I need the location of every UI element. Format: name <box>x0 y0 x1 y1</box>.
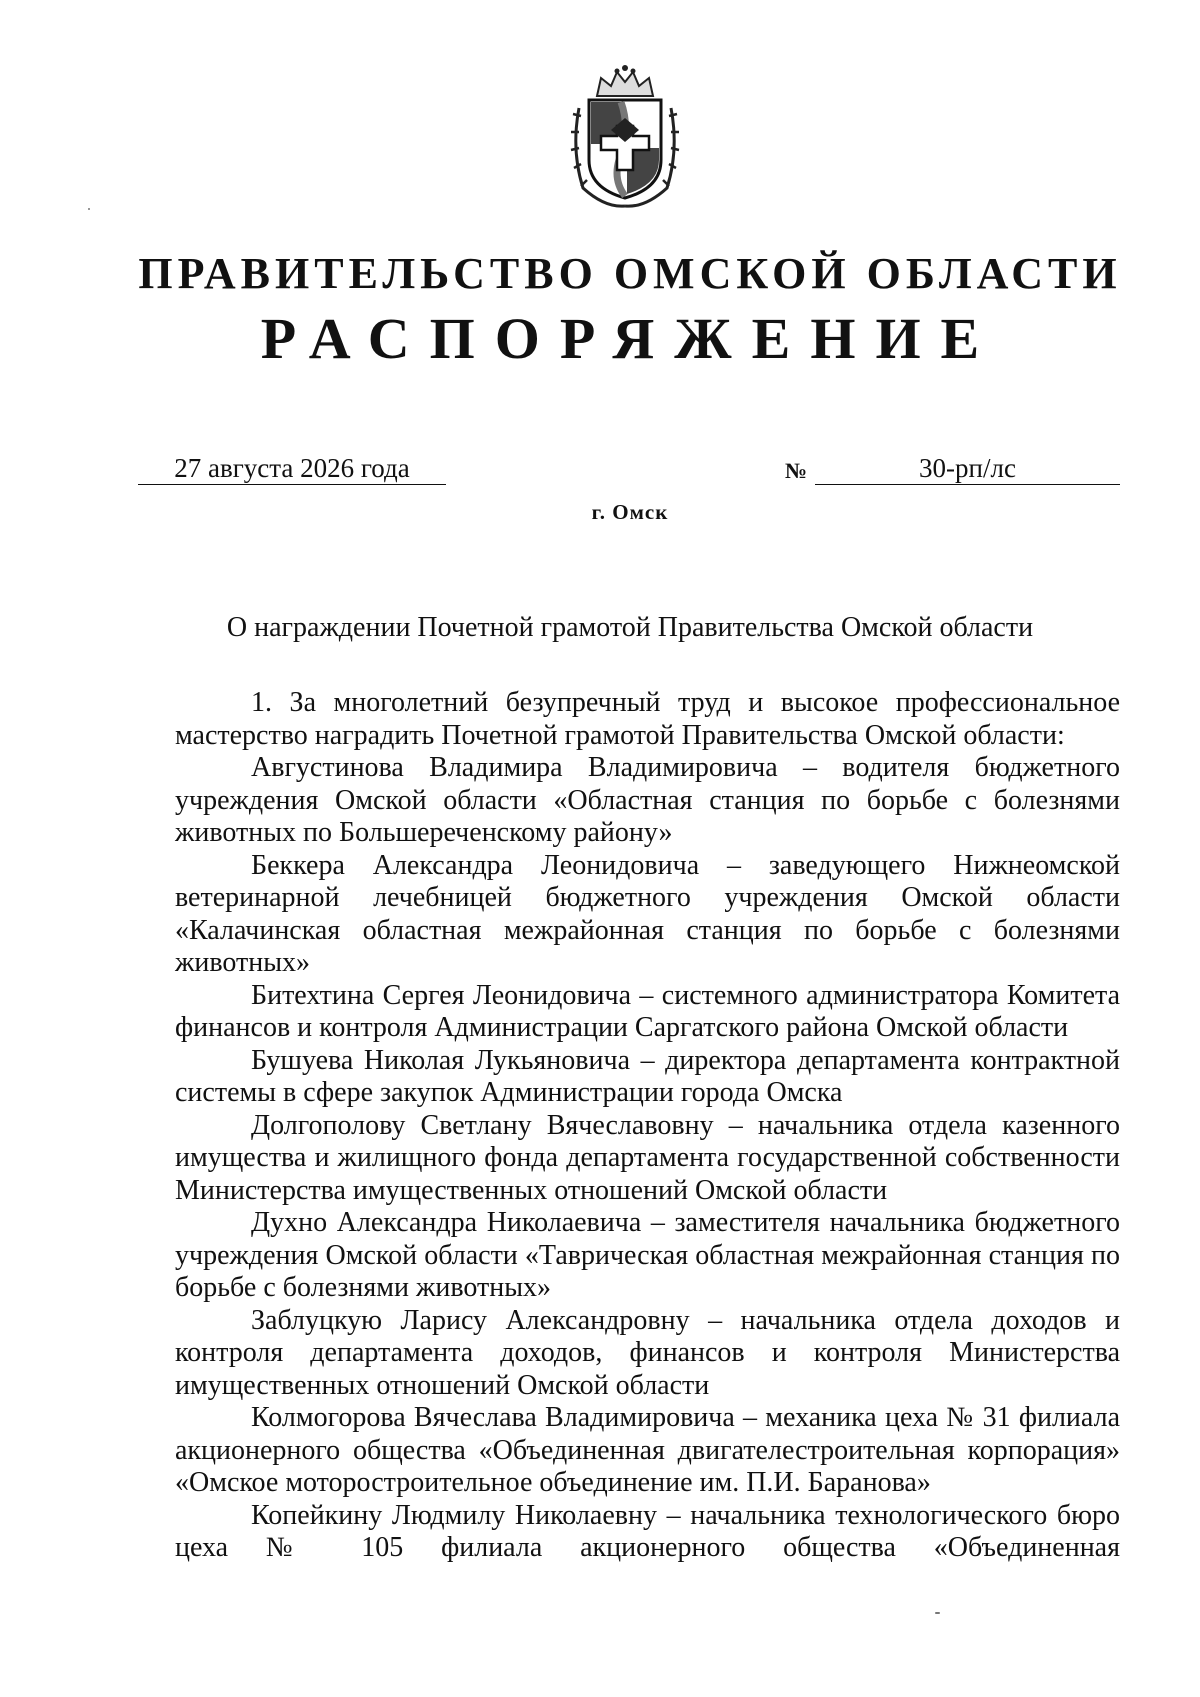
body-paragraph: Духно Александра Николаевича – заместителя начальника бюджетного учреждения Омской области «Таврическая областная межрайонная станция по борьбе с болезнями животных» <box>175 1207 1120 1303</box>
body-paragraph: Бушуева Николая Лукьяновича – директора департамента контрактной системы в сфере закупок Администрации города Омска <box>175 1044 1120 1108</box>
number-sign: № <box>785 458 808 483</box>
body-paragraph: Беккера Александра Леонидовича – заведующего Нижнеомской ветеринарной лечебницей бюджетного учреждения Омской области «Калачинская областная межрайонная станция по борьбе с болезнями животных» <box>175 849 1120 978</box>
body-paragraph: Долгополову Светлану Вячеславовну – начальника отдела казенного имущества и жилищного фонда департамента государственной собственности Министерства имущественных отношений Омской области <box>175 1109 1120 1206</box>
document-subject: О награждении Почетной грамотой Правительства Омской области <box>226 612 1034 643</box>
document-number: 30-рп/лс <box>815 452 1120 485</box>
document-date: 27 августа 2026 года <box>138 452 446 485</box>
body-paragraph: Заблуцкую Ларису Александровну – начальника отдела доходов и контроля департамента доходов, финансов и контроля Министерства имущественных отношений Омской области <box>175 1304 1120 1401</box>
scan-speck <box>935 1612 940 1614</box>
coat-of-arms-icon <box>565 60 685 210</box>
city-label: г. Омск <box>591 500 669 524</box>
body-paragraph: Колмогорова Вячеслава Владимировича – механика цеха № 31 филиала акционерного общества «Объединенная двигателестроительная корпорация» «Омское моторостроительное объединение им. П.И. Баранова» <box>175 1402 1120 1498</box>
organization-title: ПРАВИТЕЛЬСТВО ОМСКОЙ ОБЛАСТИ <box>138 249 1122 298</box>
document-type-title: РАСПОРЯЖЕНИЕ <box>260 306 1000 371</box>
body-paragraph: Битехтина Сергея Леонидовича – системного администратора Комитета финансов и контроля Администрации Саргатского района Омской области <box>175 979 1120 1043</box>
body-paragraph: Августинова Владимира Владимировича – водителя бюджетного учреждения Омской области «Областная станция по борьбе с болезнями животных по Большереченскому району» <box>175 752 1120 848</box>
scan-speck <box>88 208 90 210</box>
body-paragraph: Копейкину Людмилу Николаевну – начальника технологического бюро цеха № 105 филиала акционерного общества «Объединенная <box>175 1499 1120 1563</box>
document-body <box>175 687 1120 1565</box>
body-paragraph: 1. За многолетний безупречный труд и высокое профессиональное мастерство наградить Почетной грамотой Правительства Омской области: <box>175 687 1120 751</box>
